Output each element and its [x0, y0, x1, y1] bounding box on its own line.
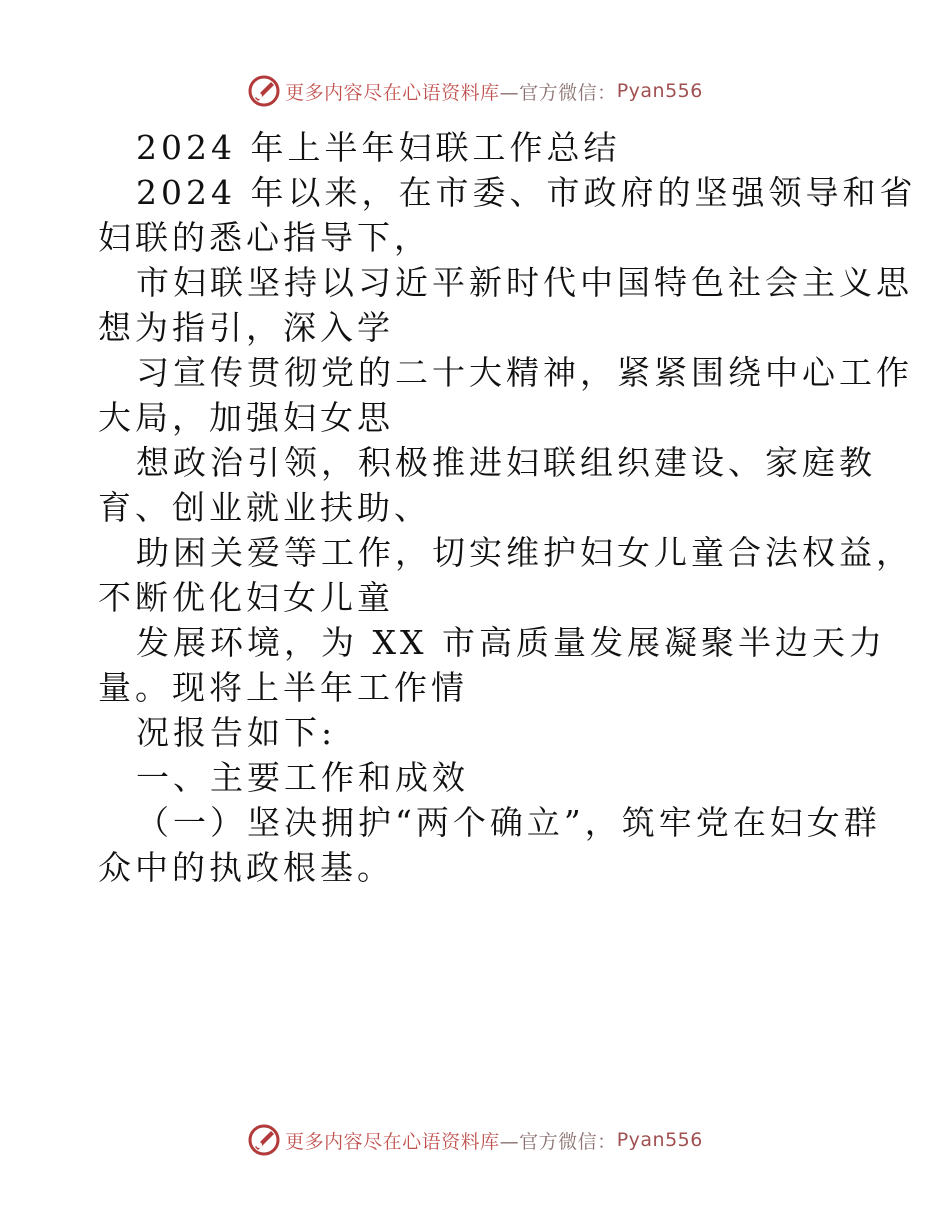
document-line: 育、创业就业扶助、	[98, 488, 431, 527]
document-line: 发展环境，为 XX 市高质量发展凝聚半边天力	[136, 623, 886, 662]
watermark-official: —官方微信：	[499, 81, 617, 104]
watermark-id: Pyan556	[616, 80, 703, 102]
footer-watermark	[0, 1120, 950, 1160]
document-line: 市妇联坚持以习近平新时代中国特色社会主义思	[136, 263, 913, 302]
document-line: 2024 年上半年妇联工作总结	[136, 128, 621, 167]
document-line: 习宣传贯彻党的二十大精神，紧紧围绕中心工作	[136, 353, 913, 392]
document-line: 众中的执政根基。	[98, 848, 394, 887]
header-watermark	[0, 71, 950, 111]
document-line: 想政治引领，积极推进妇联组织建设、家庭教	[136, 443, 876, 482]
pen-circle-logo-icon	[247, 74, 281, 108]
watermark-official: —官方微信：	[499, 1130, 617, 1153]
document-line: （一）坚决拥护“两个确立”，筑牢党在妇女群	[136, 803, 881, 842]
pen-circle-logo-icon	[247, 1123, 281, 1157]
document-line: 助困关爱等工作，切实维护妇女儿童合法权益，	[136, 533, 913, 572]
document-line: 不断优化妇女儿童	[98, 578, 394, 617]
document-line: 想为指引，深入学	[98, 308, 394, 347]
document-line: 妇联的悉心指导下，	[98, 218, 431, 257]
watermark-text: 更多内容尽在心语资料库	[285, 81, 500, 104]
document-line: 况报告如下:	[136, 713, 337, 752]
document-line: 大局，加强妇女思	[98, 398, 394, 437]
document-body	[98, 125, 917, 890]
document-line: 2024 年以来，在市委、市政府的坚强领导和省	[136, 173, 917, 212]
document-line: 一、主要工作和成效	[136, 758, 469, 797]
watermark-id: Pyan556	[616, 1129, 703, 1151]
document-line: 量。现将上半年工作情	[98, 668, 468, 707]
watermark-text: 更多内容尽在心语资料库	[285, 1130, 500, 1153]
